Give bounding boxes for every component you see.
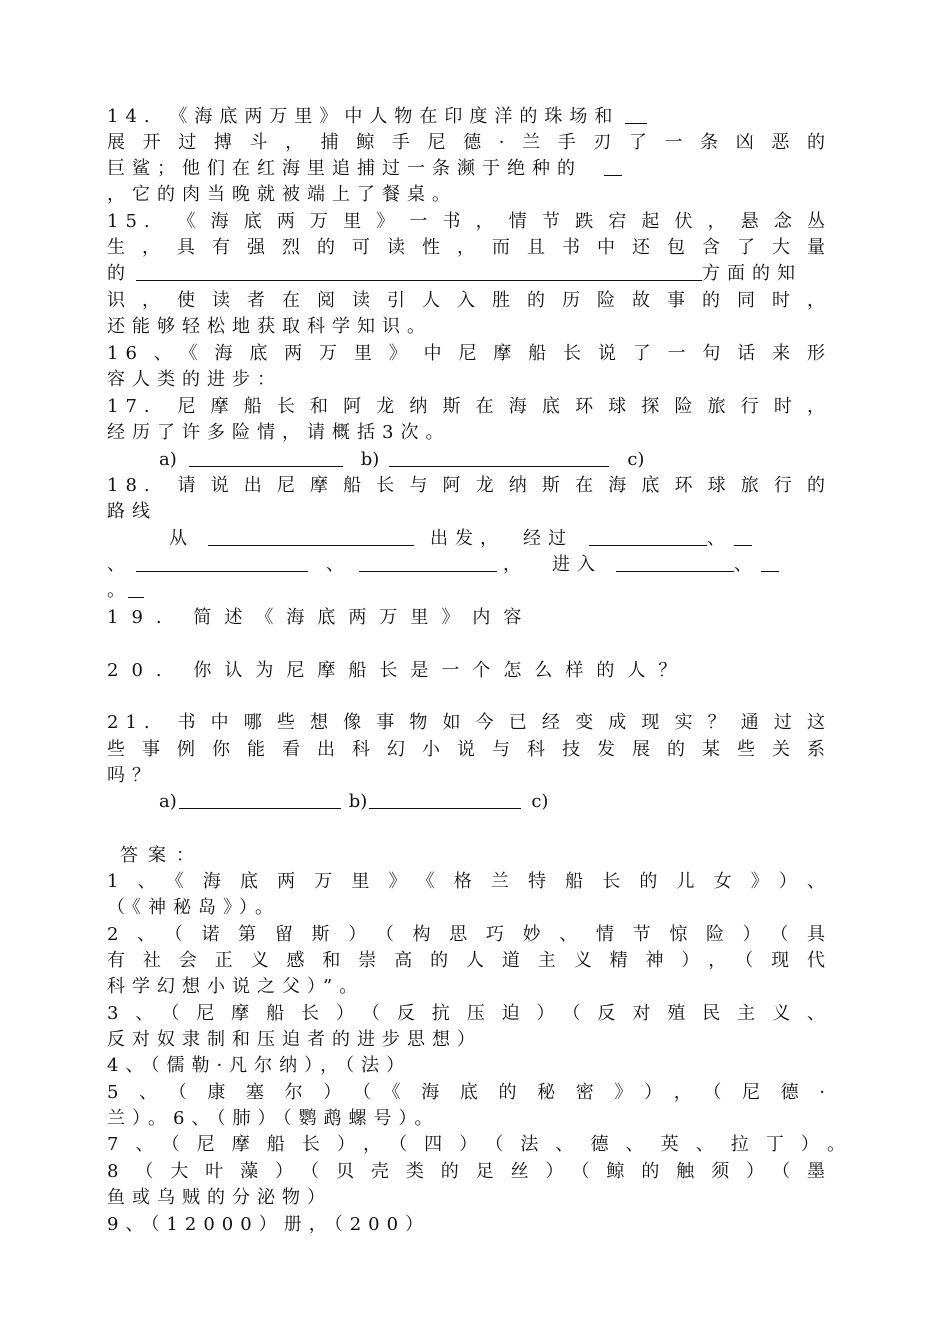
q18-line-2: 路线 [107,501,157,522]
answer-8-line-2: 鱼或乌贼的分泌物） [107,1187,332,1208]
answer-2-line-1: 2、（诺第留斯）（构思巧妙、情节惊险）（具 [107,924,832,945]
answer-2-line-2: 有社会正义感和崇高的人道主义精神），（现代 [107,950,832,971]
q14-blank-2[interactable] [604,157,622,176]
answer-3-line-1: 3、（尼摩船长）（反抗压迫）（反对殖民主义、 [107,1003,832,1024]
q18-blank-enter-2[interactable] [761,553,779,572]
q18-route-row-1: 从 出发， 经过 、 [107,526,832,552]
q16-line-2: 容人类的进步： [107,369,282,390]
answer-5-line-2: 兰）。6、（肺）（鹦鹉螺号）。 [107,1108,440,1129]
q21-line-2: 些事例你能看出科幻小说与科技发展的某些关系 [107,739,832,760]
q15-blank[interactable] [136,262,702,281]
q14-line-1: 14. 《海底两万里》中人物在印度洋的珠场和 [107,104,832,130]
q18-route-row-2: 、 、 ， 进入 、 [107,552,832,578]
q21-blank-a[interactable] [179,790,341,809]
q19-line: 19. 简述《海底两万里》内容 [107,607,535,628]
q18-route-row-3: 。 [107,578,832,604]
answer-5-line-1: 5、（康塞尔）（《海底的秘密》），（尼德· [107,1082,832,1103]
answer-1-line-2: （《神秘岛》）。 [107,897,280,918]
answers-heading: 答案： [120,845,204,866]
answer-1-line-1: 1、《海底两万里》《格兰特船长的儿女》）、 [107,871,832,892]
q18-blank-end[interactable] [128,579,144,598]
q17-line-1: 17. 尼摩船长和阿龙纳斯在海底环球探险旅行时， [107,396,832,417]
q14-line-4: ，它的肉当晚就被端上了餐桌。 [107,184,457,205]
q18-blank-via-2[interactable] [734,527,752,546]
q18-blank-via-4[interactable] [359,553,497,572]
q18-line-1: 18. 请说出尼摩船长与阿龙纳斯在海底环球旅行的 [107,475,832,496]
q17-blank-a[interactable] [189,448,343,467]
answer-2-line-3: 科学幻想小说之父）”。 [107,976,365,997]
q18-blank-via-1[interactable] [589,527,707,546]
q18-blank-start[interactable] [208,527,414,546]
q21-answer-row: a) b) c) [159,791,549,812]
answer-7: 7、（尼摩船长），（四）（法、德、英、拉丁）。 [107,1134,852,1155]
answer-9: 9、（12000）册，（200） [107,1214,431,1235]
q15-line-5: 还能够轻松地获取科学知识。 [107,316,432,337]
q14-blank-1[interactable] [625,105,647,124]
answer-4: 4、（儒勒·凡尔纳），（法） [107,1055,412,1076]
q15-line-3: 的 方面的知 [107,263,802,284]
q15-line-2: 生，具有强烈的可读性，而且书中还包含了大量 [107,237,832,258]
q18-blank-via-3[interactable] [136,553,308,572]
q15-line-1: 15. 《海底两万里》一书，情节跌宕起伏，悬念丛 [107,211,832,232]
q21-blank-b[interactable] [369,790,521,809]
q20-line: 20. 你认为尼摩船长是一个怎么样的人？ [107,660,690,681]
q18-blank-enter-1[interactable] [616,553,734,572]
q14-line-2: 展开过搏斗，捕鲸手尼德·兰手刃了一条凶恶的 [107,132,832,153]
answer-8-line-1: 8（大叶藻）（贝壳类的足丝）（鲸的触须）（墨 [107,1161,832,1182]
q21-line-3: 吗？ [107,765,157,786]
q17-line-2: 经历了许多险情，请概括3次。 [107,422,451,443]
q17-answer-row: a) b) c) [159,449,645,470]
answer-3-line-2: 反对奴隶制和压迫者的进步思想） [107,1029,482,1050]
q15-line-4: 识，使读者在阅读引人入胜的历险故事的同时， [107,290,832,311]
q21-line-1: 21. 书中哪些想像事物如今已经变成现实？通过这 [107,712,832,733]
q14-line-3: 巨鲨；他们在红海里追捕过一条濒于绝种的 [107,156,832,182]
q17-blank-b[interactable] [389,448,609,467]
q16-line-1: 16、《海底两万里》中尼摩船长说了一句话来形 [107,343,832,364]
